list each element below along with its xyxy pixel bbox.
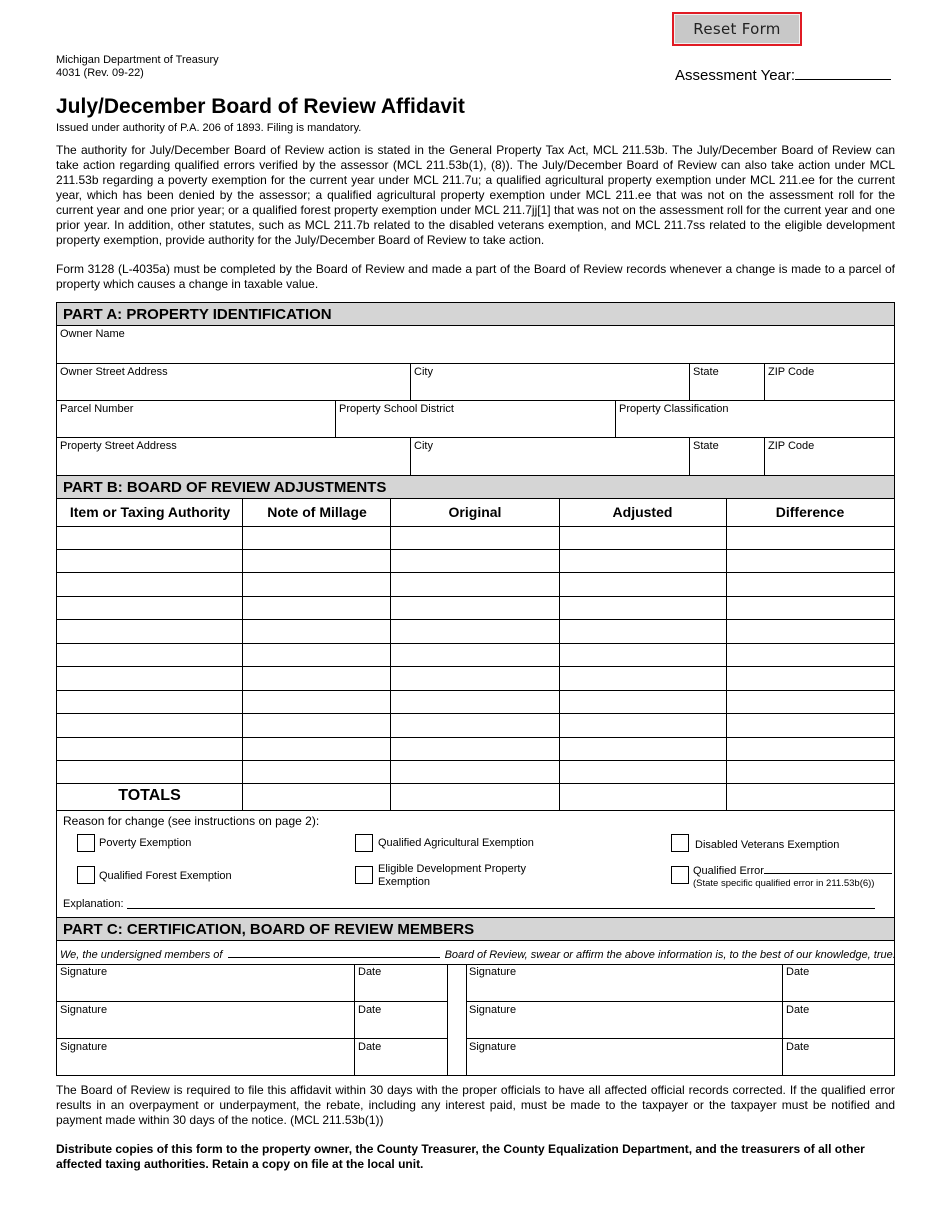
intro-paragraph-1: The authority for July/December Board of Review action is stated in the General Property Tax Act, MCL 211.53b. The July/December Board of Review can take action regarding qualified errors verified by the assessor (MCL 211.53b(1), (8)). The July/December Board of Review can also take action under MCL 211.53b regarding a poverty exemption for the current year under MCL 211.7u; a qualified agricultural property exemption under MCL 211.ee for the current year, which has been denied by the assessor; a qualified agricultural property exemption under MCL 211.ee that was not on the assessment roll for the current year and one prior year; or a qualified forest property exemption under MCL 211.7jj[1] that was not on the assessment roll for the current year and one prior year. In addition, other statutes, such as MCL 211.7b related to the disabled veterans exemption, and MCL 211.7ss related to the eligible development property exemption, provide authority for the July/December Board of Review to take action. — [56, 143, 895, 247]
footer-paragraph-2: Distribute copies of this form to the property owner, the County Treasurer, the County Equalization Department, and the treasurers of all other affected taxing authorities. Retain a copy on file at the local unit. — [56, 1142, 865, 1171]
date-label-5: Date — [358, 1041, 382, 1053]
col-original: Original — [448, 504, 502, 520]
affidavit-form — [56, 302, 895, 1076]
eligible-development-checkbox[interactable] — [355, 866, 373, 884]
explanation-label: Explanation: — [63, 898, 124, 910]
reset-form-button[interactable]: Reset Form — [672, 12, 802, 46]
property-city-label: City — [414, 440, 433, 452]
certification-statement — [60, 947, 896, 961]
signature-label-2: Signature — [469, 966, 517, 978]
board-name-field[interactable] — [228, 947, 440, 958]
property-zip-label: ZIP Code — [768, 440, 815, 452]
school-district-label: Property School District — [339, 403, 454, 415]
certification-suffix: Board of Review, swear or affirm the above information is, to the best of our knowledge, true. — [444, 949, 896, 961]
property-street-label: Property Street Address — [60, 440, 177, 452]
department-name: Michigan Department of Treasury — [56, 54, 219, 66]
poverty-exemption-checkbox[interactable] — [77, 834, 95, 852]
eligible-development-label — [378, 863, 526, 889]
assessment-year-field[interactable] — [795, 66, 891, 80]
eligible-development-label-line1: Eligible Development Property — [378, 863, 526, 875]
owner-name-label: Owner Name — [60, 328, 125, 340]
date-label-3: Date — [358, 1004, 382, 1016]
date-label-4: Date — [786, 1004, 810, 1016]
intro-paragraph-2: Form 3128 (L-4035a) must be completed by the Board of Review and made a part of the Board of Review records whenever a change is made to a parcel of property which causes a change in taxable value. — [56, 262, 895, 291]
eligible-development-label-line2: Exemption — [378, 876, 430, 888]
certification-prefix: We, the undersigned members of — [60, 949, 223, 961]
qualified-error-text: Qualified Error — [693, 865, 764, 877]
part-a-heading: PART A: PROPERTY IDENTIFICATION — [57, 303, 894, 326]
date-label-1: Date — [358, 966, 382, 978]
disabled-veterans-checkbox[interactable] — [671, 834, 689, 852]
date-label-6: Date — [786, 1041, 810, 1053]
date-label-2: Date — [786, 966, 810, 978]
part-b-heading: PART B: BOARD OF REVIEW ADJUSTMENTS — [57, 476, 894, 499]
qualified-error-note: (State specific qualified error in 211.53b(6)) — [693, 878, 875, 889]
qualified-forest-checkbox[interactable] — [77, 866, 95, 884]
col-adjusted: Adjusted — [612, 504, 673, 520]
qualified-error-field[interactable] — [764, 863, 892, 874]
assessment-year-label: Assessment Year: — [675, 67, 796, 84]
qualified-error-checkbox[interactable] — [671, 866, 689, 884]
disabled-veterans-label: Disabled Veterans Exemption — [695, 839, 840, 851]
owner-city-label: City — [414, 366, 433, 378]
parcel-number-label: Parcel Number — [60, 403, 134, 415]
owner-zip-label: ZIP Code — [768, 366, 815, 378]
assessment-year — [675, 66, 891, 84]
col-item-taxing-authority: Item or Taxing Authority — [69, 504, 231, 520]
property-state-label: State — [693, 440, 719, 452]
authority-note: Issued under authority of P.A. 206 of 1893. Filing is mandatory. — [56, 122, 362, 134]
qualified-error-label — [693, 863, 892, 878]
col-difference: Difference — [775, 504, 845, 520]
signature-label-1: Signature — [60, 966, 108, 978]
qualified-agricultural-checkbox[interactable] — [355, 834, 373, 852]
footer-paragraph-1: The Board of Review is required to file this affidavit within 30 days with the proper officials to have all affected official records corrected. If the qualified error results in an overpayment or underpayment, the rebate, including any interest paid, must be made to the taxpayer or the taxpayer must be notified and payment made within 30 days of the notice. (MCL 211.53b(1)) — [56, 1083, 895, 1127]
totals-label: TOTALS — [118, 787, 181, 804]
signature-label-6: Signature — [469, 1041, 517, 1053]
form-number: 4031 (Rev. 09-22) — [56, 67, 144, 79]
qualified-agricultural-label: Qualified Agricultural Exemption — [378, 837, 534, 849]
part-c-heading: PART C: CERTIFICATION, BOARD OF REVIEW MEMBERS — [57, 918, 894, 941]
reason-label: Reason for change (see instructions on page 2): — [63, 814, 320, 828]
signature-label-4: Signature — [469, 1004, 517, 1016]
poverty-exemption-label: Poverty Exemption — [99, 837, 192, 849]
explanation-field[interactable] — [127, 908, 875, 909]
col-note-of-millage: Note of Millage — [267, 504, 367, 520]
signature-label-5: Signature — [60, 1041, 108, 1053]
signature-label-3: Signature — [60, 1004, 108, 1016]
property-classification-label: Property Classification — [619, 403, 729, 415]
owner-state-label: State — [693, 366, 719, 378]
form-title: July/December Board of Review Affidavit — [56, 95, 465, 118]
qualified-forest-label: Qualified Forest Exemption — [99, 870, 232, 882]
owner-street-label: Owner Street Address — [60, 366, 168, 378]
